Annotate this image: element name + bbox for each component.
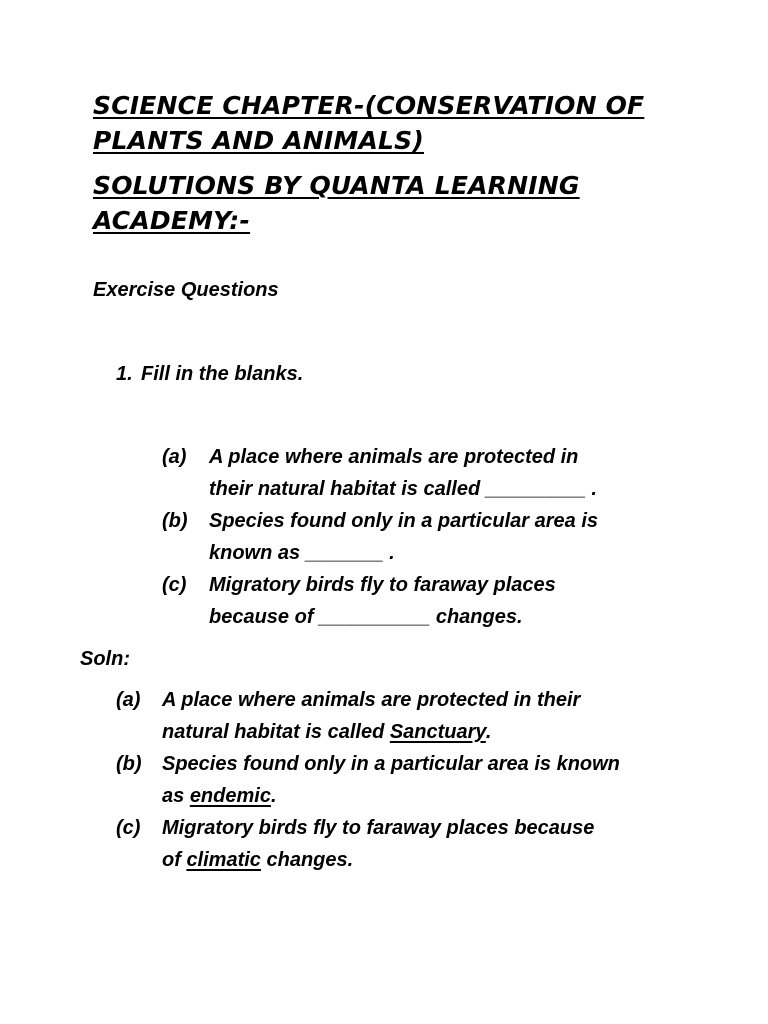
- answer-c-suffix: changes.: [260, 849, 354, 871]
- answer-c-label: (c): [116, 817, 141, 839]
- answer-c-prefix: of: [162, 849, 187, 871]
- question-item-a-line-2: their natural habitat is called _________ .: [209, 478, 597, 500]
- question-item-a-line-1: A place where animals are protected in: [209, 446, 579, 468]
- answer-c-term: climatic: [186, 849, 261, 871]
- question-item-b-label: (b): [162, 510, 188, 532]
- question-item-b-line-1: Species found only in a particular area is: [209, 510, 599, 532]
- answer-a-term: Sanctuary: [389, 721, 486, 743]
- answer-a-line-1: A place where animals are protected in their: [162, 689, 581, 711]
- answer-b-line-2: [162, 780, 277, 812]
- question-item-c-label: (c): [162, 574, 187, 596]
- chapter-heading-line-1: SCIENCE CHAPTER-(CONSERVATION OF: [93, 91, 645, 120]
- answer-a-line-2: [162, 716, 491, 748]
- answer-c-line-2: [162, 844, 353, 876]
- solutions-heading-line-1: SOLUTIONS BY QUANTA LEARNING: [93, 171, 580, 200]
- question-item-a-label: (a): [162, 446, 187, 468]
- question-item-c-line-2: because of __________ changes.: [209, 606, 523, 628]
- answer-a-prefix: natural habitat is called: [162, 721, 390, 743]
- chapter-heading-line-2: PLANTS AND ANIMALS): [93, 126, 424, 155]
- question-item-c-line-1: Migratory birds fly to faraway places: [209, 574, 556, 596]
- solutions-heading-line-2: ACADEMY:-: [93, 206, 251, 235]
- answer-b-term: endemic: [189, 785, 271, 807]
- exercise-title: Exercise Questions: [93, 279, 279, 301]
- answer-a-suffix: .: [485, 721, 492, 743]
- question-item-b-line-2: known as _______ .: [209, 542, 395, 564]
- solution-label: Soln:: [80, 648, 130, 670]
- chapter-heading: [93, 88, 693, 158]
- answer-b-suffix: .: [270, 785, 277, 807]
- solutions-heading: [93, 168, 693, 238]
- question-number: 1.: [116, 363, 133, 385]
- answer-b-line-1: Species found only in a particular area is known: [162, 753, 620, 775]
- answer-b-label: (b): [116, 753, 142, 775]
- answer-c-line-1: Migratory birds fly to faraway places because: [162, 817, 595, 839]
- answer-b-prefix: as: [162, 785, 190, 807]
- question-text: Fill in the blanks.: [141, 363, 304, 385]
- answer-a-label: (a): [116, 689, 141, 711]
